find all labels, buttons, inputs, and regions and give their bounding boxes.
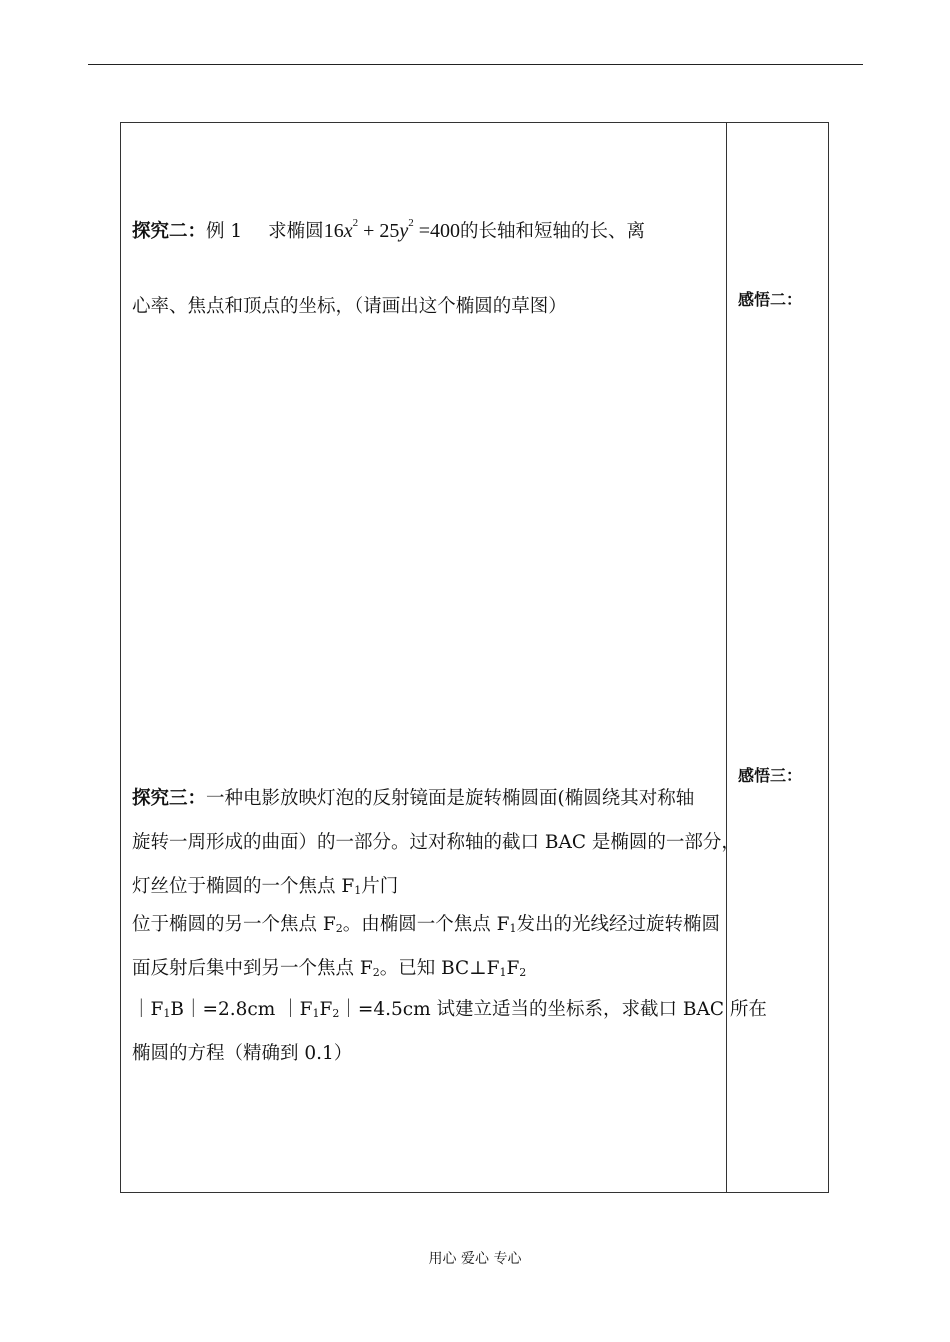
section3-line3: 灯丝位于椭圆的一个焦点 F1片门: [132, 876, 399, 897]
section2-line2: 心率、焦点和顶点的坐标，（请画出这个椭圆的草图）: [132, 296, 567, 317]
section2-line1: [132, 217, 718, 243]
example-label: 例 1: [206, 221, 243, 242]
section3-line4: 位于椭圆的另一个焦点 F2。由椭圆一个焦点 F1发出的光线经过旋转椭圆: [132, 914, 720, 935]
insight2-label: 感悟二：: [738, 290, 803, 309]
ellipse-equation: $16x^2 + 25y^2 =400$: [323, 217, 461, 242]
section3-heading: 探究三：: [132, 788, 207, 809]
insight-cell: [727, 123, 828, 1192]
section3-line6: ｜F1B｜=2.8cm ｜F1F2｜=4.5cm 试建立适当的坐标系，求截口 BAC 所在: [132, 999, 767, 1020]
exploration-cell: [121, 123, 767, 1192]
question-text: 求椭圆: [268, 221, 324, 242]
page-footer: 用心 爱心 专心: [428, 1251, 522, 1267]
section3-line2: 旋转一周形成的曲面）的一部分。过对称轴的截口 BAC 是椭圆的一部分，: [132, 832, 740, 853]
content-table: [120, 122, 829, 1193]
insight3-label: 感悟三：: [738, 766, 803, 785]
section3-line5: 面反射后集中到另一个焦点 F2。已知 BC⊥F1F2: [132, 958, 527, 979]
question-text-cont: 的长轴和短轴的长、离: [460, 221, 646, 242]
section3-line7: 椭圆的方程（精确到 0.1）: [132, 1043, 353, 1064]
section3-line1: 探究三：一种电影放映灯泡的反射镜面是旋转椭圆面(椭圆绕其对称轴: [132, 788, 695, 809]
section2-heading: 探究二：: [132, 221, 207, 242]
header-rule: [88, 64, 863, 65]
